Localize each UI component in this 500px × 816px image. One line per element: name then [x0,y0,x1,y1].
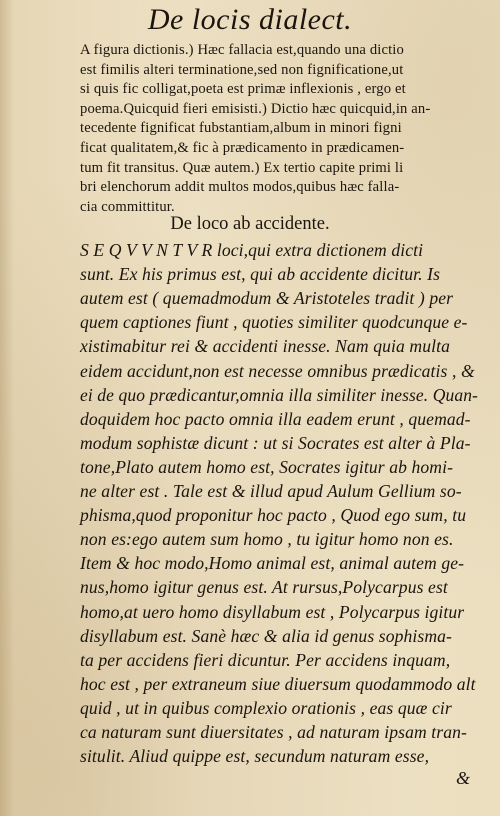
text-line: est fimilis alteri terminatione,sed non fignificatione,ut [80,61,404,78]
text-line: modum sophistæ dicunt : ut si Socrates est alter à Pla- [80,432,471,453]
text-line: si quis fic colligat,poeta est primæ inflexionis , ergo et [80,81,406,98]
text-line: tone,Plato autem homo est, Socrates igitur ab homi- [80,456,454,477]
running-head: De locis dialect. [147,3,353,36]
text-line: sunt. Ex his primus est, qui ab accidente dicitur. Is [80,264,441,285]
text-line: quid , ut in quibus complexio orationis , eas quæ cir [80,697,452,718]
text-line: quem captiones fiunt , quoties similiter quodcunque e- [80,312,468,333]
text-line: xistimabitur rei & accidenti inesse. Nam quia multa [80,336,450,357]
text-line: phisma,quod proponitur hoc pacto , Quod ego sum, tu [80,505,467,526]
text-line: homo,at uero homo disyllabum est , Polycarpus igitur [80,601,465,622]
text-line: bri elenchorum addit multos modos,quibus hæc falla- [80,179,400,196]
text-line: tecedente fignificat fubstantiam,album in minori figni [80,120,402,137]
text-line: nus,homo igitur genus est. At rursus,Polycarpus est [80,577,448,598]
text-line: ca naturam sunt diuersitates , ad naturam ipsam tran- [80,722,467,742]
text-line: non es:ego autem sum homo , tu igitur homo non es. [80,529,454,550]
section-heading: De loco ab accidente. [170,214,330,234]
text-line: situlit. Aliud quippe est, secundum naturam esse, [80,746,430,767]
text-line: A figura dictionis.) Hæc fallacia est,quando una dictio [80,42,404,58]
catchword: & [455,768,470,788]
text-line: tum fit transitus. Quæ autem.) Ex tertio capite primi li [80,159,404,176]
text-line: S E Q V V N T V R loci,qui extra dictionem dicti [80,240,424,260]
text-line: poema.Quicquid fieri emisisti.) Dictio hæc quicquid,in an- [80,100,431,117]
text-line: doquidem hoc pacto omnia illa eadem erunt , quemad- [80,408,471,429]
text-line: cia committitur. [80,198,175,215]
text-line: eidem accidunt,non est necesse omnibus prædicatis , & [80,360,475,381]
text-line: Item & hoc modo,Homo animal est, animal autem ge- [80,553,465,574]
text-line: ficat qualitatem,& fic à prædicamento in prædicamen- [80,140,405,156]
text-line: hoc est , per extraneum siue diuersum quodammodo alt [80,673,476,694]
text-line: disyllabum est. Sanè hæc & alia id genus sophisma- [80,625,453,646]
text-line: autem est ( quemadmodum & Aristoteles tradit ) per [80,288,454,309]
text-line: ta per accidens fieri dicuntur. Per accidens inquam, [80,649,451,670]
text-line: ne alter est . Tale est & illud apud Aulum Gellium so- [80,481,462,501]
text-line: ei de quo prædicantur,omnia illa similiter inesse. Quan- [80,384,478,405]
